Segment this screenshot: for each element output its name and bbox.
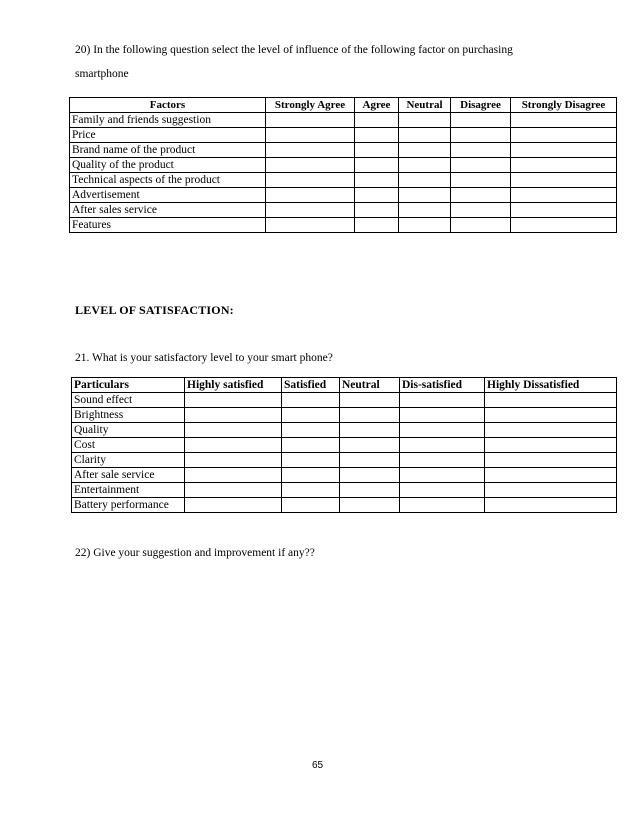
answer-cell[interactable]	[340, 393, 400, 408]
answer-cell[interactable]	[485, 468, 617, 483]
row-label: Clarity	[72, 453, 185, 468]
answer-cell[interactable]	[485, 408, 617, 423]
table-row	[72, 438, 617, 453]
influence-factors-table	[69, 97, 617, 233]
table-row	[72, 468, 617, 483]
row-label: Price	[70, 128, 266, 143]
answer-cell[interactable]	[340, 498, 400, 513]
table-row	[72, 483, 617, 498]
answer-cell[interactable]	[451, 143, 511, 158]
table-row	[70, 113, 617, 128]
row-label: Advertisement	[70, 188, 266, 203]
answer-cell[interactable]	[282, 453, 340, 468]
answer-cell[interactable]	[451, 173, 511, 188]
answer-cell[interactable]	[400, 498, 485, 513]
column-header: Neutral	[340, 378, 400, 393]
answer-cell[interactable]	[185, 423, 282, 438]
answer-cell[interactable]	[485, 438, 617, 453]
answer-cell[interactable]	[451, 158, 511, 173]
answer-cell[interactable]	[400, 453, 485, 468]
answer-cell[interactable]	[185, 483, 282, 498]
answer-cell[interactable]	[266, 158, 355, 173]
table-row	[70, 203, 617, 218]
table-row	[72, 453, 617, 468]
answer-cell[interactable]	[399, 218, 451, 233]
table-row	[70, 218, 617, 233]
answer-cell[interactable]	[451, 218, 511, 233]
row-label: Quality of the product	[70, 158, 266, 173]
table-row	[72, 408, 617, 423]
answer-cell[interactable]	[355, 218, 399, 233]
row-label: After sales service	[70, 203, 266, 218]
answer-cell[interactable]	[340, 468, 400, 483]
row-label: Brand name of the product	[70, 143, 266, 158]
answer-cell[interactable]	[185, 408, 282, 423]
answer-cell[interactable]	[282, 408, 340, 423]
answer-cell[interactable]	[451, 128, 511, 143]
answer-cell[interactable]	[451, 113, 511, 128]
row-label: Features	[70, 218, 266, 233]
column-header: Agree	[355, 98, 399, 113]
answer-cell[interactable]	[266, 113, 355, 128]
column-header: Strongly Agree	[266, 98, 355, 113]
answer-cell[interactable]	[485, 393, 617, 408]
table-row	[72, 393, 617, 408]
table-header-row	[72, 378, 617, 393]
answer-cell[interactable]	[282, 438, 340, 453]
answer-cell[interactable]	[399, 143, 451, 158]
answer-cell[interactable]	[340, 423, 400, 438]
answer-cell[interactable]	[485, 423, 617, 438]
column-header: Highly satisfied	[185, 378, 282, 393]
question-22-text: 22) Give your suggestion and improvement if any??	[75, 547, 315, 559]
answer-cell[interactable]	[355, 188, 399, 203]
answer-cell[interactable]	[355, 128, 399, 143]
answer-cell[interactable]	[511, 128, 617, 143]
answer-cell[interactable]	[185, 438, 282, 453]
column-header: Factors	[70, 98, 266, 113]
answer-cell[interactable]	[355, 143, 399, 158]
table-row	[70, 188, 617, 203]
row-label: Brightness	[72, 408, 185, 423]
answer-cell[interactable]	[266, 128, 355, 143]
row-label: After sale service	[72, 468, 185, 483]
answer-cell[interactable]	[185, 498, 282, 513]
answer-cell[interactable]	[399, 158, 451, 173]
answer-cell[interactable]	[340, 408, 400, 423]
answer-cell[interactable]	[282, 393, 340, 408]
row-label: Battery performance	[72, 498, 185, 513]
row-label: Sound effect	[72, 393, 185, 408]
row-label: Quality	[72, 423, 185, 438]
table-row	[70, 173, 617, 188]
page-number: 65	[312, 760, 324, 771]
answer-cell[interactable]	[399, 203, 451, 218]
question-20-text: 20) In the following question select the level of influence of the following factor on purchasing	[75, 44, 513, 56]
table-header-row	[70, 98, 617, 113]
answer-cell[interactable]	[485, 498, 617, 513]
answer-cell[interactable]	[355, 203, 399, 218]
column-header: Satisfied	[282, 378, 340, 393]
row-label: Entertainment	[72, 483, 185, 498]
answer-cell[interactable]	[400, 438, 485, 453]
table-row	[70, 143, 617, 158]
answer-cell[interactable]	[451, 188, 511, 203]
answer-cell[interactable]	[355, 173, 399, 188]
question-20-text-continued: smartphone	[75, 68, 129, 80]
answer-cell[interactable]	[451, 203, 511, 218]
answer-cell[interactable]	[400, 423, 485, 438]
answer-cell[interactable]	[400, 393, 485, 408]
answer-cell[interactable]	[355, 158, 399, 173]
answer-cell[interactable]	[185, 468, 282, 483]
answer-cell[interactable]	[511, 188, 617, 203]
answer-cell[interactable]	[282, 468, 340, 483]
answer-cell[interactable]	[511, 173, 617, 188]
section-heading: LEVEL OF SATISFACTION:	[75, 303, 234, 317]
answer-cell[interactable]	[266, 188, 355, 203]
satisfaction-table	[71, 377, 617, 513]
answer-cell[interactable]	[340, 483, 400, 498]
answer-cell[interactable]	[511, 218, 617, 233]
answer-cell[interactable]	[266, 218, 355, 233]
row-label: Cost	[72, 438, 185, 453]
column-header: Dis-satisfied	[400, 378, 485, 393]
answer-cell[interactable]	[485, 483, 617, 498]
answer-cell[interactable]	[266, 203, 355, 218]
answer-cell[interactable]	[511, 143, 617, 158]
answer-cell[interactable]	[399, 128, 451, 143]
question-21-text: 21. What is your satisfactory level to your smart phone?	[75, 352, 333, 364]
table-row	[72, 498, 617, 513]
answer-cell[interactable]	[485, 453, 617, 468]
answer-cell[interactable]	[340, 453, 400, 468]
column-header: Disagree	[451, 98, 511, 113]
answer-cell[interactable]	[282, 483, 340, 498]
row-label: Technical aspects of the product	[70, 173, 266, 188]
table-row	[70, 158, 617, 173]
answer-cell[interactable]	[400, 408, 485, 423]
column-header: Highly Dissatisfied	[485, 378, 617, 393]
answer-cell[interactable]	[282, 498, 340, 513]
answer-cell[interactable]	[355, 113, 399, 128]
row-label: Family and friends suggestion	[70, 113, 266, 128]
column-header: Neutral	[399, 98, 451, 113]
table-row	[70, 128, 617, 143]
answer-cell[interactable]	[399, 113, 451, 128]
answer-cell[interactable]	[282, 423, 340, 438]
column-header: Strongly Disagree	[511, 98, 617, 113]
answer-cell[interactable]	[266, 173, 355, 188]
table-row	[72, 423, 617, 438]
answer-cell[interactable]	[185, 453, 282, 468]
answer-cell[interactable]	[399, 173, 451, 188]
answer-cell[interactable]	[511, 158, 617, 173]
column-header: Particulars	[72, 378, 185, 393]
answer-cell[interactable]	[266, 143, 355, 158]
answer-cell[interactable]	[511, 203, 617, 218]
answer-cell[interactable]	[511, 113, 617, 128]
answer-cell[interactable]	[400, 483, 485, 498]
answer-cell[interactable]	[185, 393, 282, 408]
answer-cell[interactable]	[340, 438, 400, 453]
answer-cell[interactable]	[399, 188, 451, 203]
answer-cell[interactable]	[400, 468, 485, 483]
